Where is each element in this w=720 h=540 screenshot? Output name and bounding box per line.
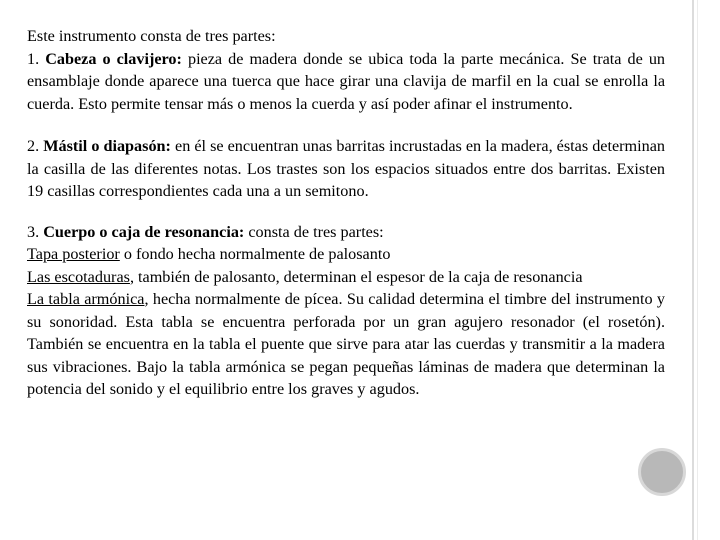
item-text: , también de palosanto, determinan el espesor de la caja de resonancia [129,267,583,286]
part-3-heading [27,221,665,244]
part-3-number: 3. [27,222,40,241]
text-body [27,25,665,401]
part-1-text: pieza de madera donde se ubica toda la parte mecánica. Se trata de un ensamblaje donde aparece una tuerca que hace girar una clavija de marfil en la cual se enrolla la cuerda. Esto permite tensar más o menos la cuerda y así poder afinar el instrumento. [27,49,666,113]
slide-border-line-secondary [697,0,698,540]
item-term: La tabla armónica [27,290,145,308]
part-1-paragraph [27,48,665,116]
part-3-title: Cuerpo o caja de resonancia: [43,222,245,241]
intro-line: Este instrumento consta de tres partes: [27,27,276,45]
part-3-item-escotaduras [27,266,665,289]
part-2-paragraph [27,135,665,203]
part-2-title: Mástil o diapasón: [43,137,171,155]
part-2-text: en él se encuentran unas barritas incrustadas en la madera, éstas determinan la casilla de las diferentes notas. Los trastes son los espacios situados entre dos barritas. Existen 19 casillas correspondientes cada una a un semitono. [27,137,666,200]
slide-border-line [692,0,694,540]
decorative-circle [638,448,686,496]
part-1-number: 1. [27,49,40,68]
part-2-number: 2. [27,137,40,155]
part-3-text: consta de tres partes: [248,222,384,241]
part-3-item-tapa [27,243,665,266]
item-text: , hecha normalmente de pícea. Su calidad determina el timbre del instrumento y su sonoridad. Esta tabla se encuentra perforada por un gran agujero resonador (el rosetón). También se encuentra en la tabla el puente que sirve para atar las cuerdas y transmitir a la madera sus vibraciones. Bajo la tabla armónica se pegan pequeñas láminas de madera que determinan la potencia del sonido y el equilibrio entre los graves y agudos. [27,290,665,398]
part-1-title: Cabeza o clavijero: [45,49,182,68]
item-term: Tapa posterior [27,245,120,263]
item-term: Las escotaduras [27,267,130,286]
item-text: o fondo hecha normalmente de palosanto [123,245,391,263]
part-3-item-tabla [27,288,665,401]
